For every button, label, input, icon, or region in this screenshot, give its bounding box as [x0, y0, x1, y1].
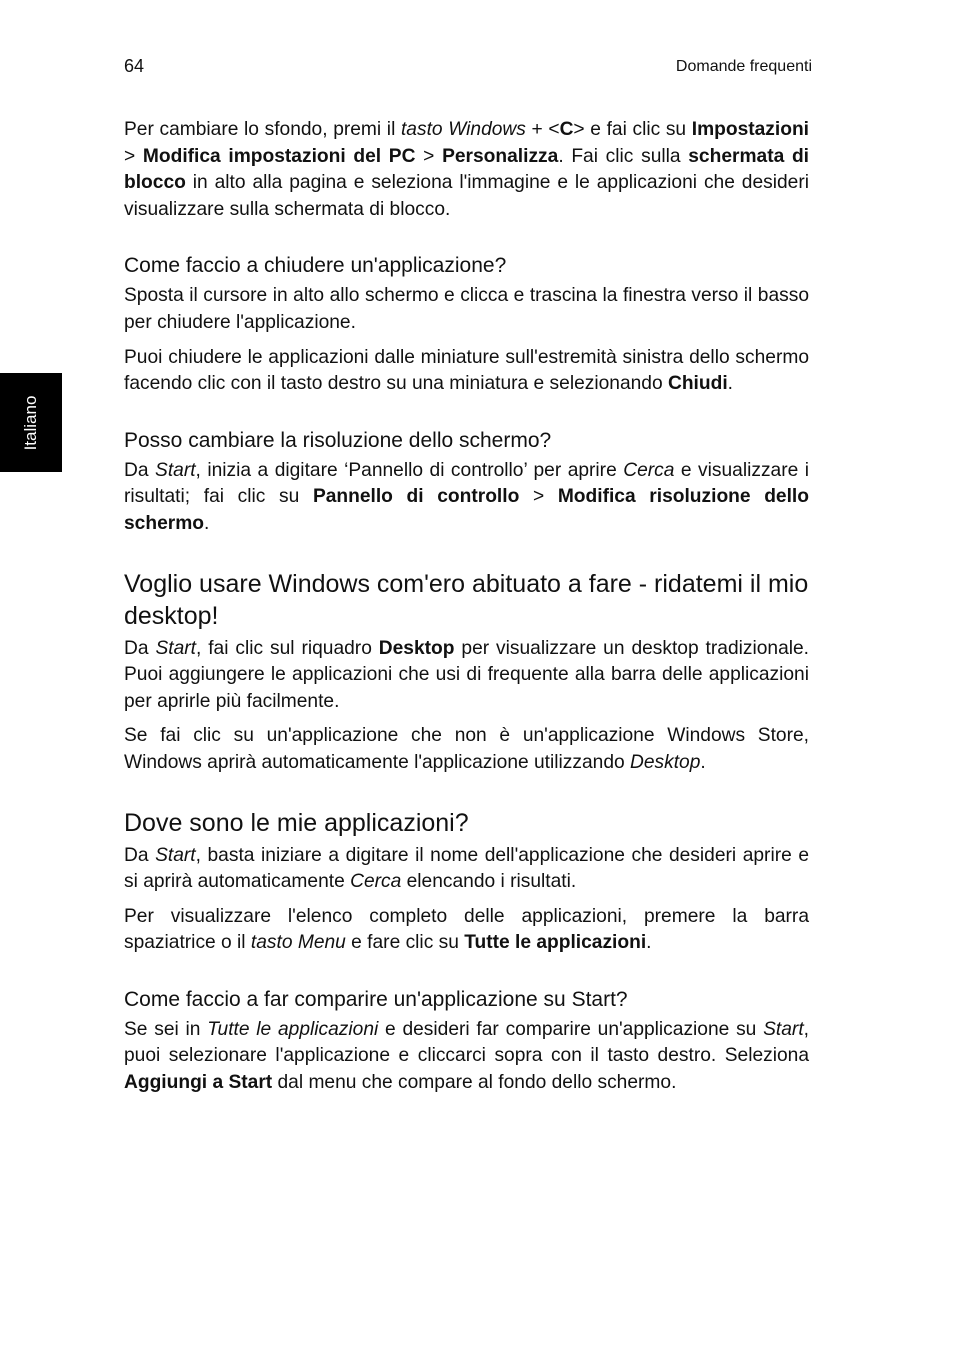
paragraph [124, 723, 809, 776]
paragraph [124, 636, 809, 716]
bold-term: Impostazioni [691, 119, 809, 140]
text-run: . Fai clic sulla [558, 145, 689, 167]
text-run: Se sei in [124, 1018, 208, 1040]
italic-term: tasto Menu [250, 932, 346, 954]
italic-term: Start [155, 844, 196, 866]
text-run: Da [124, 844, 156, 866]
text-run: > [124, 145, 143, 167]
italic-term: Start [763, 1018, 804, 1040]
bold-term: Chiudi [667, 373, 728, 395]
text-run: . [727, 373, 733, 395]
text-run: , basta iniziare a digitare il nome dell'applicazione che desideri aprire e si aprirà automaticamente [124, 844, 809, 893]
text-run: . [700, 751, 706, 773]
text-run: > [415, 145, 443, 167]
text-run: in alto alla pagina e seleziona l'immagine e le applicazioni che desideri visualizzare sulla schermata di blocco. [124, 172, 809, 220]
text-run: . [203, 512, 210, 534]
section-desktop [124, 568, 809, 777]
text-run: elencando i risultati. [401, 871, 577, 893]
italic-term: tasto Windows [400, 119, 526, 140]
section-close-app [124, 253, 809, 397]
section-apps [124, 807, 809, 957]
text-run: Se fai clic su un'applicazione che non è un'applicazione Windows Store, Windows aprirà automaticamente l'applicazione utilizzando [124, 725, 809, 773]
paragraph [124, 117, 809, 223]
italic-term: Start [155, 637, 196, 659]
bold-term: C [559, 119, 574, 140]
paragraph [124, 458, 809, 538]
section-heading: Posso cambiare la risoluzione dello schermo? [124, 428, 552, 452]
text-run: e visualizzare i risultati; fai clic su [124, 459, 810, 508]
text-run: Da [124, 459, 156, 481]
text-run: Sposta il cursore in alto allo schermo e clicca e trascina la finestra verso il basso per chiudere l'applicazione. [124, 285, 809, 333]
bold-term: Modifica risoluzione dello schermo [124, 486, 809, 534]
italic-term: Tutte le applicazioni [207, 1018, 379, 1040]
paragraph [124, 283, 809, 336]
page-number: 64 [124, 56, 145, 76]
text-run: e fare clic su [345, 932, 465, 954]
section-heading: Come faccio a far comparire un'applicazione su Start? [124, 987, 628, 1011]
text-run: , puoi selezionare l'applicazione e cliccarci sopra con il tasto destro. Seleziona [124, 1018, 809, 1067]
page-content [124, 117, 809, 1097]
bold-term: Personalizza [442, 145, 559, 167]
text-run: Per cambiare lo sfondo, premi il [124, 119, 401, 140]
section-heading: Come faccio a chiudere un'applicazione? [124, 254, 507, 278]
text-run: , fai clic sul riquadro [195, 637, 379, 659]
text-run: , inizia a digitare ‘Pannello di controllo’ per aprire [195, 459, 624, 481]
italic-term: Start [155, 459, 196, 481]
text-run: per visualizzare un desktop tradizionale. Puoi aggiungere le applicazioni che usi di frequente alla barra delle applicazioni per aprirle più facilmente. [124, 637, 810, 712]
section-heading-large: Voglio usare Windows com'ero abituato a fare - ridatemi il mio desktop! [124, 569, 809, 630]
italic-term: Cerca [623, 459, 675, 481]
text-run: > [519, 486, 558, 508]
language-tab-label: Italiano [21, 395, 40, 450]
bold-term: Desktop [378, 637, 455, 659]
bold-term: schermata di blocco [124, 145, 810, 194]
text-run: Per visualizzare l'elenco completo delle applicazioni, premere la barra spaziatrice o il [124, 905, 809, 954]
bold-term: Aggiungi a Start [124, 1072, 273, 1094]
section-pin-start [124, 987, 809, 1097]
text-run: Da [124, 637, 156, 659]
bold-term: Tutte le applicazioni [464, 932, 647, 954]
text-run: e desideri far comparire un'applicazione su [378, 1018, 764, 1040]
bold-term: Pannello di controllo [312, 486, 520, 508]
italic-term: Desktop [630, 751, 701, 773]
running-header: Domande frequenti [675, 58, 812, 75]
paragraph [124, 904, 809, 957]
italic-term: Cerca [350, 871, 402, 893]
text-run: Puoi chiudere le applicazioni dalle miniature sull'estremità sinistra dello schermo facendo clic con il tasto destro su una miniatura e selezionando [124, 346, 809, 395]
paragraph [124, 345, 809, 398]
text-run: . [646, 932, 652, 954]
section-resolution [124, 428, 809, 538]
language-side-tab [0, 373, 62, 472]
section-heading-large: Dove sono le mie applicazioni? [124, 808, 469, 837]
section-intro-wallpaper [124, 117, 809, 223]
text-run: dal menu che compare al fondo dello schermo. [272, 1072, 677, 1094]
bold-term: Modifica impostazioni del PC [142, 145, 416, 167]
paragraph [124, 843, 809, 896]
text-run: + < [525, 119, 560, 140]
text-run: > e fai clic su [573, 119, 692, 140]
paragraph [124, 1017, 809, 1097]
